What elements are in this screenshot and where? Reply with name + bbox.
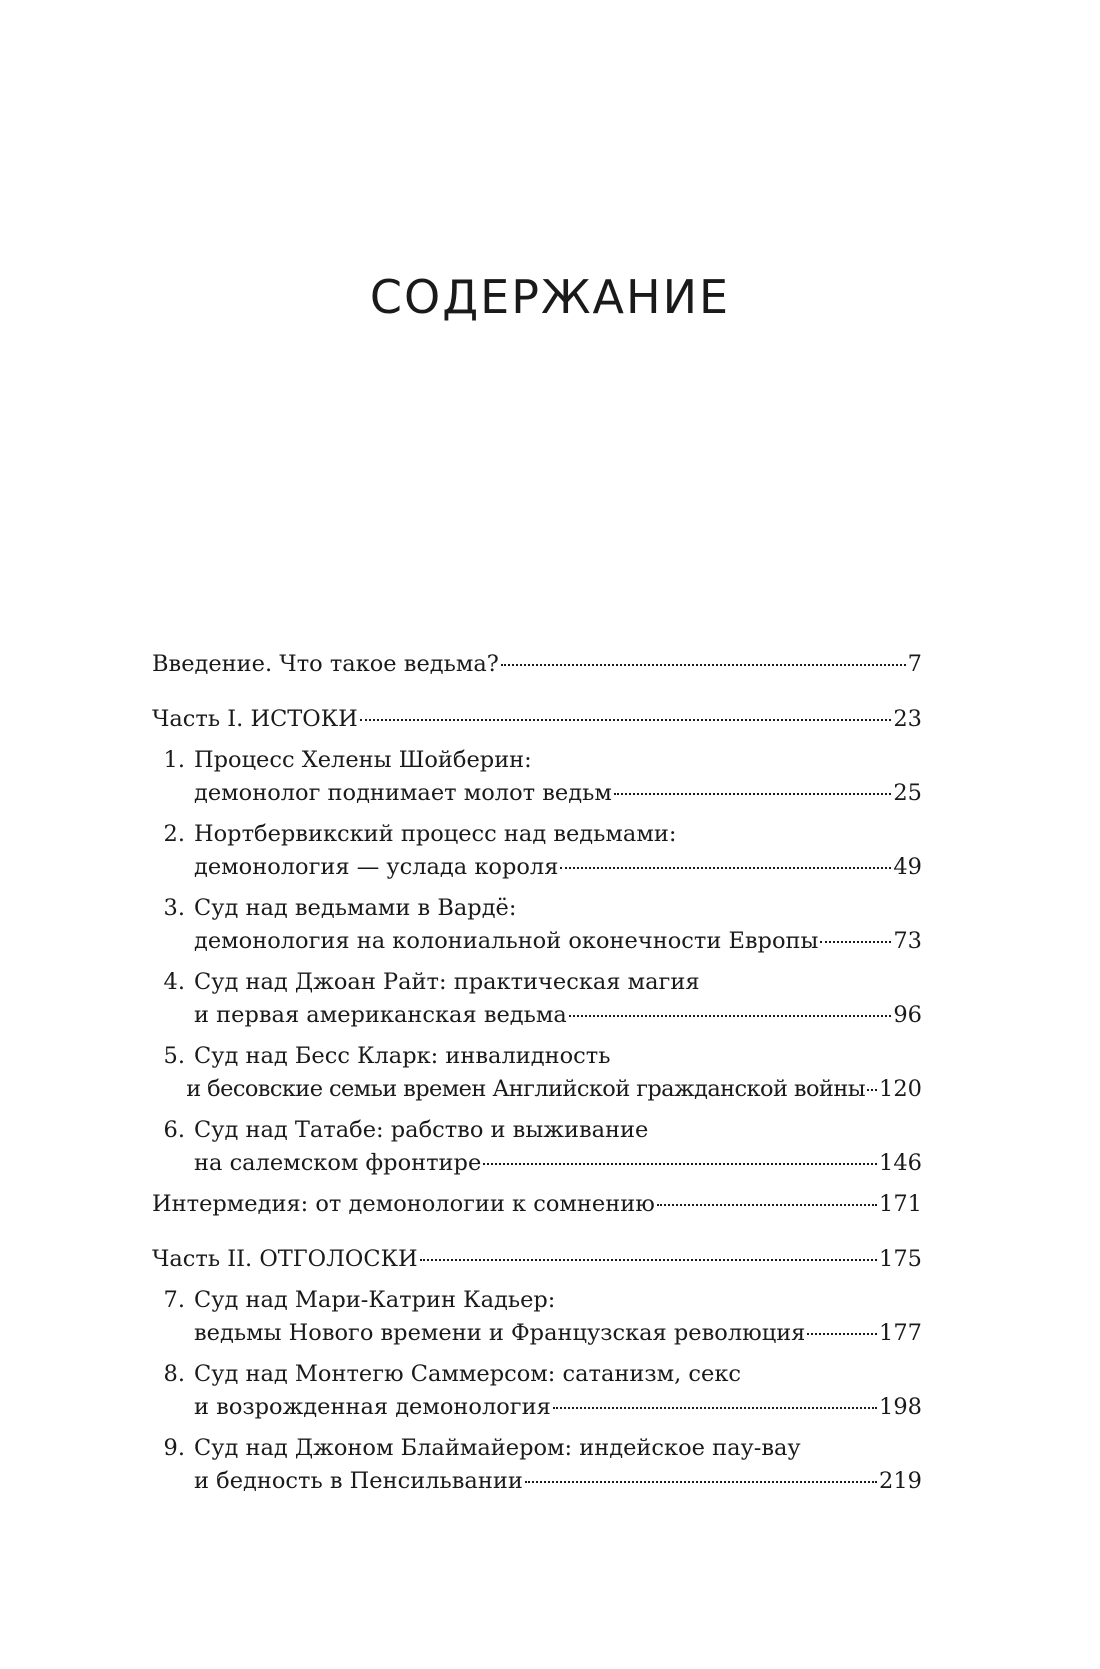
toc-entry-text: Интермедия: от демонологии к сомнению xyxy=(152,1191,655,1217)
toc-page-number: 219 xyxy=(879,1468,922,1494)
toc-entry-text-line1: Суд над ведьмами в Вардё: xyxy=(194,895,517,921)
toc-entry-text: Введение. Что такое ведьма? xyxy=(152,651,499,677)
toc-page-number: 146 xyxy=(879,1150,922,1176)
toc-entry-chapter-5[interactable] xyxy=(152,1040,922,1106)
toc-page-number: 25 xyxy=(893,780,922,806)
toc-page-number: 7 xyxy=(907,651,922,677)
toc-entry-chapter-9[interactable] xyxy=(152,1432,922,1498)
toc-page-number: 198 xyxy=(879,1394,922,1420)
toc-page-number: 73 xyxy=(893,928,922,954)
dot-leader xyxy=(501,664,906,666)
toc-entry-interlude[interactable] xyxy=(152,1188,922,1221)
toc-entry-chapter-3[interactable] xyxy=(152,892,922,958)
toc-entry-text-line2: демонология на колониальной оконечности Европы xyxy=(194,928,819,954)
toc-entry-text-line2: и первая американская ведьма xyxy=(194,1002,567,1028)
dot-leader xyxy=(525,1481,877,1483)
table-of-contents xyxy=(152,648,922,1498)
toc-entry-text-line1: Нортбервикский процесс над ведьмами: xyxy=(194,821,677,847)
dot-leader xyxy=(867,1089,877,1091)
chapter-number: 9. xyxy=(163,1435,185,1461)
toc-entry-chapter-8[interactable] xyxy=(152,1358,922,1424)
toc-entry-text-line2: на салемском фронтире xyxy=(194,1150,482,1176)
toc-entry-text-line1: Суд над Джоан Райт: практическая магия xyxy=(194,969,700,995)
toc-entry-chapter-2[interactable] xyxy=(152,818,922,884)
toc-page-number: 175 xyxy=(879,1246,922,1272)
dot-leader xyxy=(360,719,892,721)
dot-leader xyxy=(820,941,891,943)
toc-entry-part-2[interactable] xyxy=(152,1243,922,1276)
toc-entry-text: Часть II. ОТГОЛОСКИ xyxy=(152,1246,418,1272)
toc-page-number: 49 xyxy=(893,854,922,880)
toc-entry-chapter-4[interactable] xyxy=(152,966,922,1032)
toc-page-number: 23 xyxy=(893,706,922,732)
chapter-number: 8. xyxy=(163,1361,185,1387)
toc-entry-text-line2: демонология — услада короля xyxy=(194,854,559,880)
toc-page-number: 96 xyxy=(893,1002,922,1028)
toc-entry-text-line1: Суд над Бесс Кларк: инвалидность xyxy=(194,1043,611,1069)
dot-leader xyxy=(657,1204,877,1206)
chapter-number: 5. xyxy=(163,1043,185,1069)
chapter-number: 7. xyxy=(163,1287,185,1313)
page-title: СОДЕРЖАНИЕ xyxy=(369,270,731,324)
chapter-number: 3. xyxy=(163,895,185,921)
toc-entry-intro[interactable] xyxy=(152,648,922,681)
chapter-number: 4. xyxy=(163,969,185,995)
toc-entry-text-line1: Суд над Монтегю Саммерсом: сатанизм, секс xyxy=(194,1361,742,1387)
toc-entry-text-line1: Суд над Татабе: рабство и выживание xyxy=(194,1117,649,1143)
toc-entry-text-line1: Суд над Мари-Катрин Кадьер: xyxy=(194,1287,556,1313)
toc-entry-text-line2: ведьмы Нового времени и Французская революция xyxy=(194,1320,806,1346)
dot-leader xyxy=(420,1259,877,1261)
toc-page-number: 171 xyxy=(879,1191,922,1217)
dot-leader xyxy=(614,793,892,795)
toc-entry-chapter-1[interactable] xyxy=(152,744,922,810)
dot-leader xyxy=(807,1333,877,1335)
toc-entry-text-line2: и бесовские семьи времен Английской гражданской войны xyxy=(186,1076,866,1102)
toc-entry-text-line2: и бедность в Пенсильвании xyxy=(194,1468,523,1494)
toc-entry-chapter-7[interactable] xyxy=(152,1284,922,1350)
dot-leader xyxy=(560,867,891,869)
toc-entry-text-line2: и возрожденная демонология xyxy=(194,1394,551,1420)
chapter-number: 6. xyxy=(163,1117,185,1143)
toc-entry-text-line1: Процесс Хелены Шойберин: xyxy=(194,747,532,773)
chapter-number: 1. xyxy=(163,747,185,773)
toc-entry-part-1[interactable] xyxy=(152,703,922,736)
toc-page-number: 120 xyxy=(879,1076,922,1102)
toc-entry-chapter-6[interactable] xyxy=(152,1114,922,1180)
chapter-number: 2. xyxy=(163,821,185,847)
toc-page-number: 177 xyxy=(879,1320,922,1346)
toc-entry-text-line2: демонолог поднимает молот ведьм xyxy=(194,780,612,806)
dot-leader xyxy=(553,1407,877,1409)
toc-entry-text-line1: Суд над Джоном Блаймайером: индейское пау-вау xyxy=(194,1435,801,1461)
dot-leader xyxy=(569,1015,892,1017)
dot-leader xyxy=(483,1163,877,1165)
toc-entry-text: Часть I. ИСТОКИ xyxy=(152,706,358,732)
